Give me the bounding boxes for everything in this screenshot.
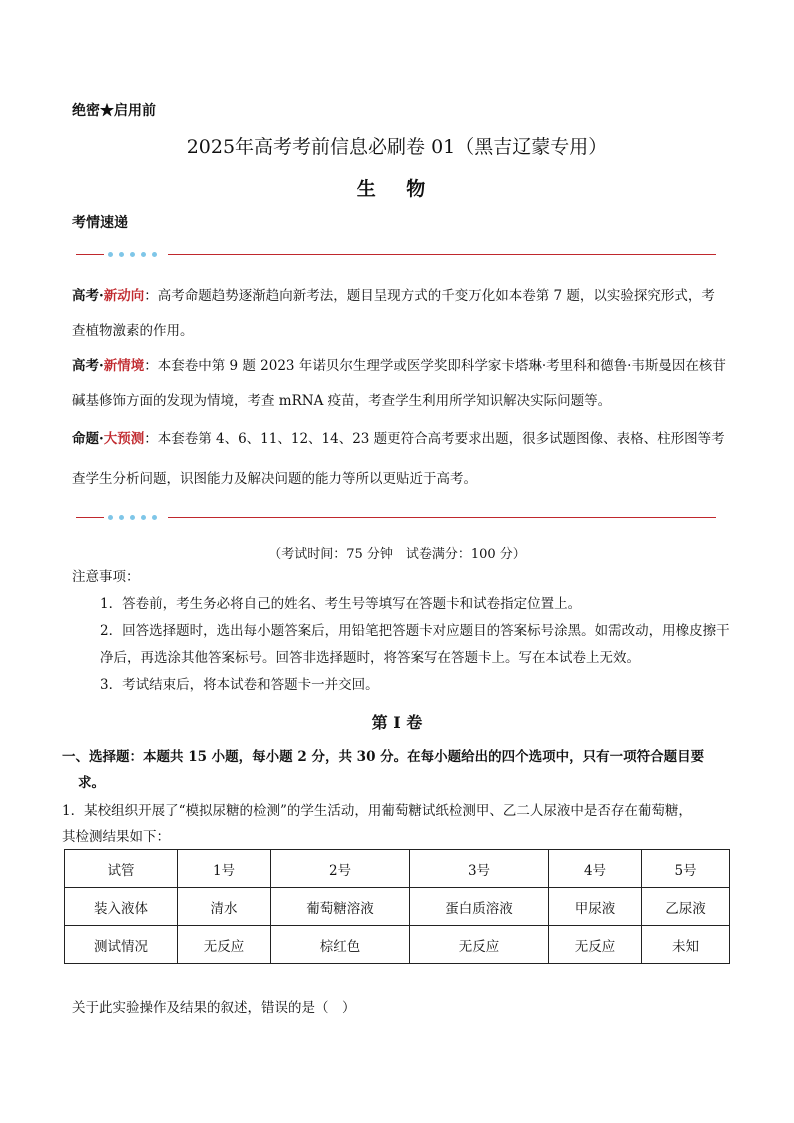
table-header-row <box>65 850 730 888</box>
table-cell: 测试情况 <box>65 926 178 964</box>
question-1-stem: 关于此实验操作及结果的叙述，错误的是（ ） <box>72 1000 356 1016</box>
page-title: 2025年高考考前信息必刷卷 01（黑吉辽蒙专用） <box>186 136 608 158</box>
table-cell: 乙尿液 <box>642 888 730 926</box>
table-cell: 3号 <box>410 850 549 888</box>
briefing-heading: 考情速递 <box>72 215 128 231</box>
volume-title: 第 I 卷 <box>371 713 423 732</box>
question-1-text: 1．某校组织开展了“模拟尿糖的检测”的学生活动，用葡萄糖试纸检测甲、乙二人尿液中是否存在葡萄糖， 其检测结果如下： <box>62 803 692 845</box>
divider-bottom <box>76 511 716 523</box>
section-instructions: 一、选择题：本题共 15 小题，每小题 2 分，共 30 分。在每小题给出的四个选项中，只有一项符合题目要 求。 <box>62 749 705 791</box>
briefing-item: 高考·新动向：高考命题趋势逐渐趋向新考法，题目呈现方式的千变万化如本卷第 7 题，以实验探究形式，考查植物激素的作用。 <box>72 288 715 339</box>
secret-label: 绝密★启用前 <box>72 103 156 119</box>
notes <box>72 564 732 699</box>
subject-title: 生 物 <box>356 178 438 200</box>
table-cell: 5号 <box>642 850 730 888</box>
exam-info: （考试时间：75 分钟 试卷满分：100 分） <box>268 547 526 562</box>
notes-heading: 注意事项： <box>72 569 140 585</box>
table-cell: 蛋白质溶液 <box>410 888 549 926</box>
table-cell: 甲尿液 <box>549 888 642 926</box>
table-cell: 无反应 <box>549 926 642 964</box>
table-cell: 试管 <box>65 850 178 888</box>
table-cell: 无反应 <box>410 926 549 964</box>
table-row <box>65 888 730 926</box>
table-cell: 装入液体 <box>65 888 178 926</box>
table-cell: 未知 <box>642 926 730 964</box>
note-item: 3．考试结束后，将本试卷和答题卡一并交回。 <box>100 677 379 693</box>
table-cell: 清水 <box>178 888 271 926</box>
divider-top <box>76 248 716 260</box>
note-item: 1．答卷前，考生务必将自己的姓名、考生号等填写在答题卡和试卷指定位置上。 <box>100 596 582 612</box>
table-cell: 1号 <box>178 850 271 888</box>
briefing-item: 高考·新情境：本套卷中第 9 题 2023 年诺贝尔生理学或医学奖即科学家卡塔琳·考里科和德鲁·韦斯曼因在核苷碱基修饰方面的发现为情境，考查 mRNA 疫苗，考查学生利用所学知识解决实际问题等。 <box>72 358 726 409</box>
briefing-item: 命题·大预测：本套卷第 4、6、11、12、14、23 题更符合高考要求出题，很多试题图像、表格、柱形图等考查学生分析问题，识图能力及解决问题的能力等所以更贴近于高考。 <box>72 431 725 487</box>
table-cell: 葡萄糖溶液 <box>271 888 410 926</box>
table-cell: 棕红色 <box>271 926 410 964</box>
result-table <box>64 849 730 964</box>
table-row <box>65 926 730 964</box>
table-cell: 无反应 <box>178 926 271 964</box>
note-item: 2．回答选择题时，选出每小题答案后，用铅笔把答题卡对应题目的答案标号涂黑。如需改动，用橡皮擦干净后，再选涂其他答案标号。回答非选择题时，将答案写在答题卡上。写在本试卷上无效。 <box>100 623 730 666</box>
table-cell: 2号 <box>271 850 410 888</box>
table-cell: 4号 <box>549 850 642 888</box>
